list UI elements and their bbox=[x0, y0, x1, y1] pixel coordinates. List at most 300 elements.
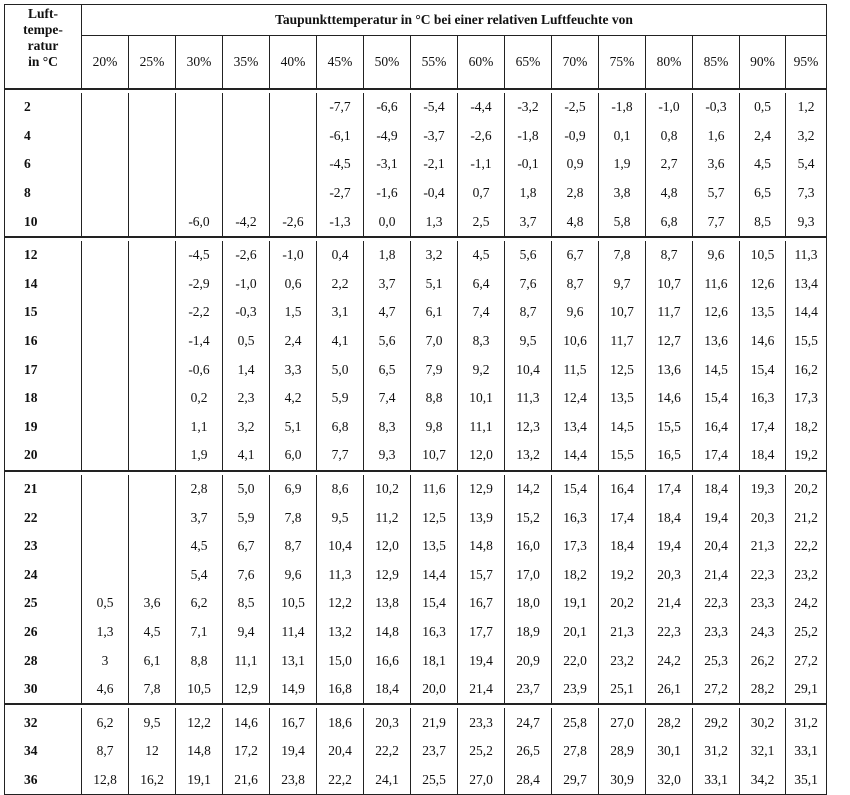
dew-point-cell: 17,0 bbox=[505, 561, 552, 590]
humidity-column-header: 35% bbox=[223, 36, 270, 90]
dew-point-cell: 30,2 bbox=[740, 708, 786, 737]
dew-point-cell: -1,6 bbox=[364, 179, 411, 208]
dew-point-cell: -1,3 bbox=[317, 207, 364, 237]
dew-point-cell: 8,7 bbox=[82, 737, 129, 766]
dew-point-cell: 26,5 bbox=[505, 737, 552, 766]
dew-point-cell: 14,2 bbox=[505, 475, 552, 504]
dew-point-cell: 5,6 bbox=[364, 327, 411, 356]
dew-point-cell: -6,0 bbox=[176, 207, 223, 237]
humidity-header-row bbox=[5, 36, 827, 90]
table-row bbox=[5, 93, 827, 122]
dew-point-cell: 16,3 bbox=[552, 503, 599, 532]
dew-point-cell: 15,2 bbox=[505, 503, 552, 532]
dew-point-cell: 18,0 bbox=[505, 589, 552, 618]
dew-point-cell: 30,1 bbox=[646, 737, 693, 766]
dew-point-cell: -4,2 bbox=[223, 207, 270, 237]
dew-point-cell: 14,4 bbox=[552, 441, 599, 471]
air-temperature-cell: 18 bbox=[5, 384, 82, 413]
dew-point-cell: 11,3 bbox=[317, 561, 364, 590]
dew-point-cell: 26,2 bbox=[740, 646, 786, 675]
dew-point-cell: 7,9 bbox=[411, 355, 458, 384]
dew-point-cell: 2,4 bbox=[270, 327, 317, 356]
dew-point-cell: 8,8 bbox=[411, 384, 458, 413]
dew-point-cell: 9,6 bbox=[270, 561, 317, 590]
dew-point-cell: 12,2 bbox=[176, 708, 223, 737]
dew-point-cell: 8,6 bbox=[317, 475, 364, 504]
dew-point-cell: -4,5 bbox=[317, 150, 364, 179]
table-row bbox=[5, 150, 827, 179]
table-row bbox=[5, 355, 827, 384]
dew-point-cell bbox=[176, 150, 223, 179]
dew-point-cell: -1,0 bbox=[270, 241, 317, 270]
dew-point-cell: 20,4 bbox=[317, 737, 364, 766]
dew-point-cell bbox=[82, 241, 129, 270]
dew-point-cell: 15,0 bbox=[317, 646, 364, 675]
dew-point-cell: 2,5 bbox=[458, 207, 505, 237]
table-row bbox=[5, 618, 827, 647]
dew-point-cell: 27,2 bbox=[693, 675, 740, 705]
dew-point-cell: 12,6 bbox=[740, 270, 786, 299]
dew-point-cell: 6,5 bbox=[364, 355, 411, 384]
dew-point-cell: 3,2 bbox=[786, 122, 827, 151]
dew-point-cell: 6,4 bbox=[458, 270, 505, 299]
dew-point-cell: 9,4 bbox=[223, 618, 270, 647]
dew-point-cell: 18,2 bbox=[552, 561, 599, 590]
dew-point-cell bbox=[223, 93, 270, 122]
air-temperature-cell: 25 bbox=[5, 589, 82, 618]
table-row bbox=[5, 766, 827, 795]
dew-point-cell: 27,2 bbox=[786, 646, 827, 675]
dew-point-cell: 24,7 bbox=[505, 708, 552, 737]
dew-point-cell: -2,7 bbox=[317, 179, 364, 208]
dew-point-cell: 15,4 bbox=[552, 475, 599, 504]
table-row bbox=[5, 241, 827, 270]
humidity-column-header: 20% bbox=[82, 36, 129, 90]
dew-point-cell bbox=[129, 93, 176, 122]
humidity-column-header: 85% bbox=[693, 36, 740, 90]
dew-point-cell: 9,7 bbox=[599, 270, 646, 299]
dew-point-cell: 9,6 bbox=[693, 241, 740, 270]
dew-point-cell: 5,0 bbox=[317, 355, 364, 384]
dew-point-cell: 1,5 bbox=[270, 298, 317, 327]
dew-point-cell: 16,3 bbox=[740, 384, 786, 413]
table-row bbox=[5, 675, 827, 705]
table-row bbox=[5, 441, 827, 471]
dew-point-cell: 5,4 bbox=[176, 561, 223, 590]
dew-point-cell: 5,6 bbox=[505, 241, 552, 270]
dew-point-cell: 10,7 bbox=[646, 270, 693, 299]
dew-point-cell: 0,2 bbox=[176, 384, 223, 413]
dew-point-cell: 9,5 bbox=[129, 708, 176, 737]
dew-point-cell: 15,5 bbox=[599, 441, 646, 471]
row-header-label bbox=[5, 5, 82, 90]
dew-point-cell bbox=[129, 150, 176, 179]
dew-point-cell bbox=[82, 413, 129, 442]
humidity-column-header: 55% bbox=[411, 36, 458, 90]
dew-point-cell bbox=[82, 475, 129, 504]
air-temperature-cell: 4 bbox=[5, 122, 82, 151]
dew-point-cell: 32,1 bbox=[740, 737, 786, 766]
dew-point-cell bbox=[82, 561, 129, 590]
dew-point-cell: 8,3 bbox=[364, 413, 411, 442]
dew-point-cell: 6,0 bbox=[270, 441, 317, 471]
dew-point-cell: 22,3 bbox=[646, 618, 693, 647]
dew-point-cell: -3,1 bbox=[364, 150, 411, 179]
dew-point-cell: 23,2 bbox=[786, 561, 827, 590]
dew-point-cell bbox=[223, 179, 270, 208]
dew-point-cell: 25,8 bbox=[552, 708, 599, 737]
dew-point-cell: 4,5 bbox=[458, 241, 505, 270]
dew-point-cell: 4,5 bbox=[740, 150, 786, 179]
dew-point-cell: 21,6 bbox=[223, 766, 270, 795]
dew-point-cell bbox=[129, 475, 176, 504]
dew-point-cell: 17,2 bbox=[223, 737, 270, 766]
dew-point-cell: 16,4 bbox=[599, 475, 646, 504]
dew-point-cell bbox=[129, 441, 176, 471]
dew-point-cell: 11,2 bbox=[364, 503, 411, 532]
dew-point-cell: 12,3 bbox=[505, 413, 552, 442]
humidity-column-header: 95% bbox=[786, 36, 827, 90]
dew-point-cell: 0,1 bbox=[599, 122, 646, 151]
dew-point-cell: 27,0 bbox=[458, 766, 505, 795]
dew-point-cell: 6,7 bbox=[223, 532, 270, 561]
humidity-column-header: 90% bbox=[740, 36, 786, 90]
air-temperature-cell: 15 bbox=[5, 298, 82, 327]
dew-point-cell: -3,7 bbox=[411, 122, 458, 151]
dew-point-cell: 17,4 bbox=[599, 503, 646, 532]
dew-point-cell: 5,0 bbox=[223, 475, 270, 504]
dew-point-cell: 1,1 bbox=[176, 413, 223, 442]
dew-point-cell bbox=[129, 532, 176, 561]
dew-point-cell: 27,0 bbox=[599, 708, 646, 737]
dew-point-cell: 14,9 bbox=[270, 675, 317, 705]
table-row bbox=[5, 475, 827, 504]
air-temperature-cell: 2 bbox=[5, 93, 82, 122]
dew-point-cell: 21,3 bbox=[740, 532, 786, 561]
air-temperature-cell: 28 bbox=[5, 646, 82, 675]
dew-point-table bbox=[4, 4, 827, 795]
table-title: Taupunkttemperatur in °C bei einer relativen Luftfeuchte von bbox=[82, 5, 827, 36]
dew-point-cell: 21,2 bbox=[786, 503, 827, 532]
table-row bbox=[5, 737, 827, 766]
dew-point-cell: -5,4 bbox=[411, 93, 458, 122]
air-temperature-cell: 10 bbox=[5, 207, 82, 237]
dew-point-cell: 16,3 bbox=[411, 618, 458, 647]
dew-point-cell: 7,1 bbox=[176, 618, 223, 647]
dew-point-cell bbox=[82, 327, 129, 356]
dew-point-cell: 20,0 bbox=[411, 675, 458, 705]
dew-point-cell: 11,4 bbox=[270, 618, 317, 647]
dew-point-cell: 12,9 bbox=[458, 475, 505, 504]
dew-point-cell: 5,1 bbox=[411, 270, 458, 299]
humidity-column-header: 65% bbox=[505, 36, 552, 90]
dew-point-cell: 16,2 bbox=[129, 766, 176, 795]
dew-point-cell: 3,7 bbox=[364, 270, 411, 299]
table-row bbox=[5, 503, 827, 532]
humidity-column-header: 40% bbox=[270, 36, 317, 90]
dew-point-cell: 0,9 bbox=[552, 150, 599, 179]
dew-point-cell bbox=[270, 122, 317, 151]
dew-point-cell: 15,4 bbox=[693, 384, 740, 413]
dew-point-cell bbox=[129, 241, 176, 270]
dew-point-cell bbox=[129, 179, 176, 208]
dew-point-cell: 19,4 bbox=[693, 503, 740, 532]
dew-point-cell: 33,1 bbox=[786, 737, 827, 766]
dew-point-cell: 13,2 bbox=[317, 618, 364, 647]
air-temperature-cell: 23 bbox=[5, 532, 82, 561]
dew-point-cell: 4,6 bbox=[82, 675, 129, 705]
dew-point-cell bbox=[270, 179, 317, 208]
dew-point-cell: 22,2 bbox=[364, 737, 411, 766]
dew-point-cell: 7,3 bbox=[786, 179, 827, 208]
humidity-column-header: 25% bbox=[129, 36, 176, 90]
dew-point-cell bbox=[82, 270, 129, 299]
dew-point-cell: 6,1 bbox=[411, 298, 458, 327]
dew-point-cell: 5,9 bbox=[317, 384, 364, 413]
dew-point-cell: 12,9 bbox=[223, 675, 270, 705]
table-row bbox=[5, 179, 827, 208]
dew-point-cell bbox=[82, 122, 129, 151]
dew-point-cell: 4,5 bbox=[129, 618, 176, 647]
dew-point-cell: 3,2 bbox=[411, 241, 458, 270]
dew-point-cell: 9,5 bbox=[317, 503, 364, 532]
dew-point-cell: 9,2 bbox=[458, 355, 505, 384]
dew-point-cell: 4,8 bbox=[552, 207, 599, 237]
dew-point-cell: 14,8 bbox=[364, 618, 411, 647]
dew-point-cell: 20,1 bbox=[552, 618, 599, 647]
dew-point-cell: 6,2 bbox=[82, 708, 129, 737]
dew-point-cell: -1,4 bbox=[176, 327, 223, 356]
dew-point-cell: 24,2 bbox=[786, 589, 827, 618]
air-temperature-cell: 21 bbox=[5, 475, 82, 504]
air-temperature-cell: 19 bbox=[5, 413, 82, 442]
dew-point-cell: 20,9 bbox=[505, 646, 552, 675]
dew-point-cell: 1,3 bbox=[82, 618, 129, 647]
dew-point-cell: -2,2 bbox=[176, 298, 223, 327]
dew-point-cell: 2,3 bbox=[223, 384, 270, 413]
dew-point-cell: 18,4 bbox=[693, 475, 740, 504]
dew-point-cell: 20,3 bbox=[364, 708, 411, 737]
dew-point-cell bbox=[82, 179, 129, 208]
dew-point-cell: 22,3 bbox=[740, 561, 786, 590]
table-row bbox=[5, 122, 827, 151]
dew-point-cell bbox=[176, 122, 223, 151]
dew-point-cell bbox=[270, 93, 317, 122]
dew-point-cell: 14,6 bbox=[740, 327, 786, 356]
dew-point-cell: 13,8 bbox=[364, 589, 411, 618]
dew-point-cell: 26,1 bbox=[646, 675, 693, 705]
table-row bbox=[5, 298, 827, 327]
dew-point-cell: 29,2 bbox=[693, 708, 740, 737]
dew-point-cell: 29,7 bbox=[552, 766, 599, 795]
dew-point-cell: -0,3 bbox=[223, 298, 270, 327]
dew-point-cell bbox=[129, 413, 176, 442]
air-temperature-cell: 22 bbox=[5, 503, 82, 532]
dew-point-cell: 20,2 bbox=[786, 475, 827, 504]
dew-point-cell: -2,6 bbox=[458, 122, 505, 151]
table-row bbox=[5, 384, 827, 413]
dew-point-cell: 0,6 bbox=[270, 270, 317, 299]
dew-point-cell: 0,0 bbox=[364, 207, 411, 237]
dew-point-cell: 12,9 bbox=[364, 561, 411, 590]
dew-point-cell: 12 bbox=[129, 737, 176, 766]
dew-point-cell: 15,4 bbox=[411, 589, 458, 618]
dew-point-cell: 13,2 bbox=[505, 441, 552, 471]
dew-point-cell: 6,2 bbox=[176, 589, 223, 618]
air-temperature-cell: 30 bbox=[5, 675, 82, 705]
dew-point-cell: 9,3 bbox=[364, 441, 411, 471]
dew-point-cell bbox=[82, 93, 129, 122]
dew-point-cell: 10,5 bbox=[740, 241, 786, 270]
dew-point-cell: -1,1 bbox=[458, 150, 505, 179]
dew-point-cell: 14,5 bbox=[693, 355, 740, 384]
dew-point-cell: 11,5 bbox=[552, 355, 599, 384]
dew-point-cell: 16,6 bbox=[364, 646, 411, 675]
dew-point-cell: 16,8 bbox=[317, 675, 364, 705]
air-temperature-cell: 17 bbox=[5, 355, 82, 384]
dew-point-cell: 3,7 bbox=[505, 207, 552, 237]
table-row bbox=[5, 561, 827, 590]
dew-point-cell: -3,2 bbox=[505, 93, 552, 122]
dew-point-cell: 24,3 bbox=[740, 618, 786, 647]
dew-point-cell: 13,6 bbox=[693, 327, 740, 356]
dew-point-cell bbox=[129, 384, 176, 413]
dew-point-cell: 1,9 bbox=[176, 441, 223, 471]
dew-point-cell: 10,7 bbox=[599, 298, 646, 327]
dew-point-cell: 18,4 bbox=[599, 532, 646, 561]
dew-point-cell: 15,5 bbox=[646, 413, 693, 442]
dew-point-cell: -4,5 bbox=[176, 241, 223, 270]
dew-point-cell: 28,9 bbox=[599, 737, 646, 766]
dew-point-cell: 22,2 bbox=[786, 532, 827, 561]
dew-point-cell: 21,3 bbox=[599, 618, 646, 647]
dew-point-cell bbox=[82, 532, 129, 561]
dew-point-cell: 15,4 bbox=[740, 355, 786, 384]
dew-point-cell: 10,7 bbox=[411, 441, 458, 471]
dew-point-cell: 10,5 bbox=[270, 589, 317, 618]
dew-point-cell: 17,7 bbox=[458, 618, 505, 647]
dew-point-cell: 8,7 bbox=[552, 270, 599, 299]
dew-point-cell: 2,4 bbox=[740, 122, 786, 151]
dew-point-cell: 7,6 bbox=[505, 270, 552, 299]
dew-point-cell: 11,6 bbox=[693, 270, 740, 299]
dew-point-cell: 25,1 bbox=[599, 675, 646, 705]
dew-point-cell: 13,4 bbox=[786, 270, 827, 299]
dew-point-cell: 23,2 bbox=[599, 646, 646, 675]
dew-point-cell: 13,5 bbox=[740, 298, 786, 327]
dew-point-cell: 14,4 bbox=[411, 561, 458, 590]
dew-point-cell: 8,3 bbox=[458, 327, 505, 356]
dew-point-cell: 23,3 bbox=[693, 618, 740, 647]
table-row bbox=[5, 589, 827, 618]
dew-point-cell: 8,7 bbox=[646, 241, 693, 270]
dew-point-cell: 23,7 bbox=[411, 737, 458, 766]
dew-point-cell: 0,5 bbox=[223, 327, 270, 356]
dew-point-cell: 12,5 bbox=[411, 503, 458, 532]
dew-point-cell: 13,9 bbox=[458, 503, 505, 532]
dew-point-cell: 31,2 bbox=[786, 708, 827, 737]
dew-point-cell: 4,7 bbox=[364, 298, 411, 327]
dew-point-cell: 11,1 bbox=[458, 413, 505, 442]
dew-point-cell: 30,9 bbox=[599, 766, 646, 795]
dew-point-cell: 3,3 bbox=[270, 355, 317, 384]
dew-point-cell: 13,6 bbox=[646, 355, 693, 384]
dew-point-cell: 7,8 bbox=[270, 503, 317, 532]
dew-point-cell: 18,6 bbox=[317, 708, 364, 737]
dew-point-cell: 12,5 bbox=[599, 355, 646, 384]
dew-point-cell: 6,9 bbox=[270, 475, 317, 504]
dew-point-cell: -1,8 bbox=[505, 122, 552, 151]
dew-point-cell: -7,7 bbox=[317, 93, 364, 122]
dew-point-cell: 20,2 bbox=[599, 589, 646, 618]
dew-point-cell bbox=[129, 503, 176, 532]
dew-point-cell: 16,0 bbox=[505, 532, 552, 561]
humidity-column-header: 60% bbox=[458, 36, 505, 90]
dew-point-cell: -1,0 bbox=[223, 270, 270, 299]
dew-point-cell: 25,2 bbox=[458, 737, 505, 766]
dew-point-cell: 9,6 bbox=[552, 298, 599, 327]
dew-point-cell: 29,1 bbox=[786, 675, 827, 705]
dew-point-cell: 20,3 bbox=[646, 561, 693, 590]
dew-point-cell: 7,4 bbox=[364, 384, 411, 413]
dew-point-cell: 12,0 bbox=[458, 441, 505, 471]
dew-point-cell: 6,5 bbox=[740, 179, 786, 208]
dew-point-cell: 15,7 bbox=[458, 561, 505, 590]
dew-point-cell bbox=[129, 298, 176, 327]
dew-point-cell: 7,0 bbox=[411, 327, 458, 356]
dew-point-cell: 12,4 bbox=[552, 384, 599, 413]
dew-point-cell: 14,8 bbox=[458, 532, 505, 561]
dew-point-cell bbox=[82, 384, 129, 413]
table-row bbox=[5, 532, 827, 561]
dew-point-cell: 35,1 bbox=[786, 766, 827, 795]
dew-point-cell: 28,2 bbox=[740, 675, 786, 705]
dew-point-cell: 5,7 bbox=[693, 179, 740, 208]
dew-point-cell: 17,3 bbox=[786, 384, 827, 413]
air-temperature-cell: 20 bbox=[5, 441, 82, 471]
dew-point-cell: -0,9 bbox=[552, 122, 599, 151]
air-temperature-cell: 8 bbox=[5, 179, 82, 208]
dew-point-cell: 14,6 bbox=[646, 384, 693, 413]
dew-point-cell: 7,7 bbox=[317, 441, 364, 471]
dew-point-cell: 1,6 bbox=[693, 122, 740, 151]
dew-point-cell: 6,1 bbox=[129, 646, 176, 675]
dew-point-cell: 12,0 bbox=[364, 532, 411, 561]
dew-point-cell: 4,5 bbox=[176, 532, 223, 561]
dew-point-cell: 21,4 bbox=[458, 675, 505, 705]
dew-point-cell bbox=[82, 441, 129, 471]
dew-point-cell bbox=[82, 207, 129, 237]
dew-point-cell: 3,6 bbox=[693, 150, 740, 179]
dew-point-cell bbox=[129, 270, 176, 299]
dew-point-cell: 5,9 bbox=[223, 503, 270, 532]
dew-point-cell: 28,4 bbox=[505, 766, 552, 795]
dew-point-cell bbox=[129, 207, 176, 237]
dew-point-cell: 5,8 bbox=[599, 207, 646, 237]
dew-point-cell: 23,8 bbox=[270, 766, 317, 795]
dew-point-cell: 25,2 bbox=[786, 618, 827, 647]
air-temperature-cell: 26 bbox=[5, 618, 82, 647]
dew-point-cell: 3,1 bbox=[317, 298, 364, 327]
dew-point-cell: 10,2 bbox=[364, 475, 411, 504]
dew-point-cell: -4,4 bbox=[458, 93, 505, 122]
dew-point-cell: 10,1 bbox=[458, 384, 505, 413]
humidity-column-header: 45% bbox=[317, 36, 364, 90]
dew-point-cell: 4,1 bbox=[317, 327, 364, 356]
row-header-line: Luft- bbox=[28, 6, 58, 21]
dew-point-cell: -4,9 bbox=[364, 122, 411, 151]
dew-point-cell bbox=[223, 122, 270, 151]
